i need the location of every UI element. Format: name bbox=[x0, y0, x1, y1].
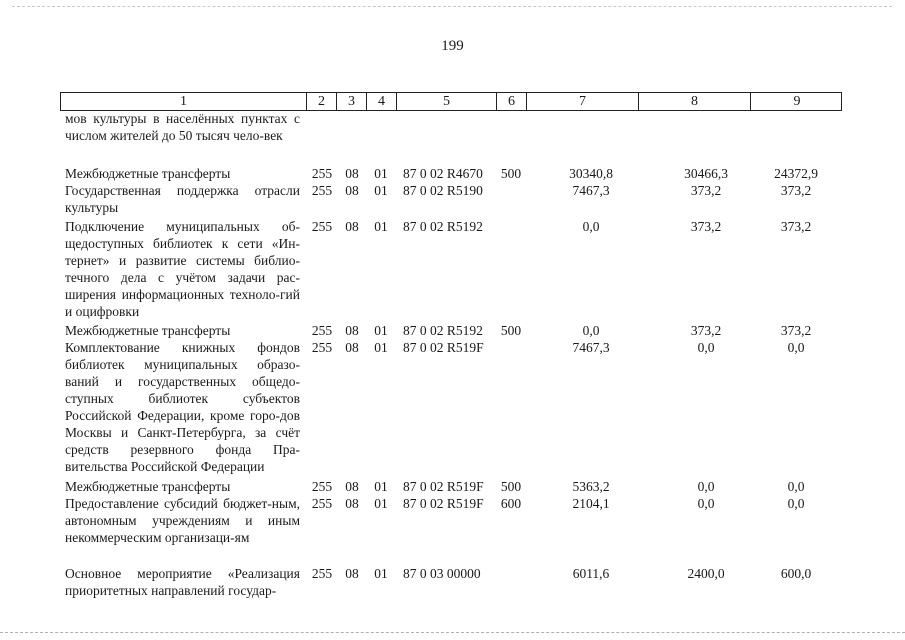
row-cell-col5: 87 0 03 00000 bbox=[403, 566, 481, 581]
row-cell-col3: 08 bbox=[345, 219, 359, 234]
row-cell-col2: 255 bbox=[311, 323, 333, 338]
row-cell-col8: 0,0 bbox=[697, 340, 715, 355]
row-cell-col5: 87 0 02 R519F bbox=[403, 496, 484, 511]
row-cell-col3: 08 bbox=[345, 166, 359, 181]
row-cell-col3: 08 bbox=[345, 566, 359, 581]
row-cell-col3: 08 bbox=[345, 323, 359, 338]
row-cell-col3: 08 bbox=[345, 479, 359, 494]
row-cell-col2: 255 bbox=[311, 479, 333, 494]
row-description: Межбюджетные трансферты bbox=[65, 323, 231, 338]
row-cell-col7: 7467,3 bbox=[572, 340, 610, 355]
row-cell-col9: 24372,9 bbox=[774, 166, 818, 181]
row-cell-col7: 2104,1 bbox=[572, 496, 610, 511]
row-cell-col6: 600 bbox=[500, 496, 522, 511]
row-cell-col9: 373,2 bbox=[780, 183, 812, 198]
row-cell-col5: 87 0 02 R5192 bbox=[403, 323, 483, 338]
header-col-5: 5 bbox=[396, 93, 496, 110]
row-cell-col8: 0,0 bbox=[697, 496, 715, 511]
row-cell-col9: 0,0 bbox=[787, 340, 805, 355]
row-cell-col4: 01 bbox=[374, 496, 388, 511]
row-cell-col3: 08 bbox=[345, 340, 359, 355]
row-cell-col4: 01 bbox=[374, 340, 388, 355]
row-description: Основное мероприятие «Реализация приоритетных направлений государ- bbox=[65, 566, 300, 598]
header-col-6: 6 bbox=[496, 93, 526, 110]
row-description: Межбюджетные трансферты bbox=[65, 166, 231, 181]
row-cell-col4: 01 bbox=[374, 323, 388, 338]
row-cell-col8: 373,2 bbox=[690, 183, 722, 198]
row-description: мов культуры в населённых пунктах с числом жителей до 50 тысяч чело-век bbox=[65, 111, 300, 143]
row-cell-col5: 87 0 02 R519F bbox=[403, 340, 484, 355]
row-cell-col2: 255 bbox=[311, 496, 333, 511]
header-col-8: 8 bbox=[638, 93, 750, 110]
row-description: Предоставление субсидий бюджет-ным, автономным учреждениям и иным некоммерческим организаци-ям bbox=[65, 496, 300, 545]
table-header bbox=[60, 92, 842, 111]
row-description: Подключение муниципальных об-щедоступных библиотек к сети «Ин-тернет» и развитие системы библио-течного дела с учётом задачи рас-ширения информационных техноло-гий и оцифровки bbox=[65, 219, 300, 319]
row-cell-col8: 0,0 bbox=[697, 479, 715, 494]
row-cell-col4: 01 bbox=[374, 479, 388, 494]
scan-edge-bottom bbox=[0, 632, 905, 633]
row-cell-col9: 373,2 bbox=[780, 219, 812, 234]
row-cell-col8: 373,2 bbox=[690, 323, 722, 338]
row-cell-col4: 01 bbox=[374, 566, 388, 581]
header-col-7: 7 bbox=[526, 93, 638, 110]
row-cell-col3: 08 bbox=[345, 496, 359, 511]
row-cell-col7: 0,0 bbox=[582, 219, 600, 234]
row-cell-col3: 08 bbox=[345, 183, 359, 198]
row-cell-col2: 255 bbox=[311, 183, 333, 198]
row-cell-col7: 7467,3 bbox=[572, 183, 610, 198]
row-cell-col2: 255 bbox=[311, 340, 333, 355]
row-description: Государственная поддержка отрасли культуры bbox=[65, 183, 300, 215]
row-cell-col9: 600,0 bbox=[780, 566, 812, 581]
row-cell-col5: 87 0 02 R5192 bbox=[403, 219, 483, 234]
row-cell-col7: 0,0 bbox=[582, 323, 600, 338]
row-cell-col6: 500 bbox=[500, 479, 522, 494]
row-description: Комплектование книжных фондов библиотек муниципальных образо-ваний и государственных общедо-ступных библиотек субъектов Российской Федерации, кроме горо-дов Москвы и Санкт-Петербурга, за счёт средств резервного фонда Пра-вительства Российской Федерации bbox=[65, 340, 300, 474]
scan-edge-top bbox=[12, 6, 892, 7]
row-cell-col6: 500 bbox=[500, 166, 522, 181]
header-col-4: 4 bbox=[366, 93, 396, 110]
header-col-3: 3 bbox=[336, 93, 366, 110]
row-cell-col2: 255 bbox=[311, 566, 333, 581]
row-cell-col5: 87 0 02 R4670 bbox=[403, 166, 483, 181]
header-col-9: 9 bbox=[750, 93, 843, 110]
row-cell-col9: 0,0 bbox=[787, 496, 805, 511]
page-number: 199 bbox=[441, 38, 464, 54]
row-cell-col8: 373,2 bbox=[690, 219, 722, 234]
row-cell-col4: 01 bbox=[374, 166, 388, 181]
header-col-1: 1 bbox=[180, 94, 187, 109]
row-cell-col7: 30340,8 bbox=[569, 166, 613, 181]
row-cell-col5: 87 0 02 R5190 bbox=[403, 183, 483, 198]
row-description: Межбюджетные трансферты bbox=[65, 479, 231, 494]
header-col-2: 2 bbox=[306, 93, 336, 110]
row-cell-col6: 500 bbox=[500, 323, 522, 338]
row-cell-col7: 5363,2 bbox=[572, 479, 610, 494]
row-cell-col8: 2400,0 bbox=[687, 566, 725, 581]
row-cell-col5: 87 0 02 R519F bbox=[403, 479, 484, 494]
row-cell-col7: 6011,6 bbox=[572, 566, 610, 581]
row-cell-col2: 255 bbox=[311, 166, 333, 181]
row-cell-col9: 373,2 bbox=[780, 323, 812, 338]
row-cell-col2: 255 bbox=[311, 219, 333, 234]
row-cell-col9: 0,0 bbox=[787, 479, 805, 494]
row-cell-col4: 01 bbox=[374, 219, 388, 234]
row-cell-col8: 30466,3 bbox=[684, 166, 728, 181]
row-cell-col4: 01 bbox=[374, 183, 388, 198]
